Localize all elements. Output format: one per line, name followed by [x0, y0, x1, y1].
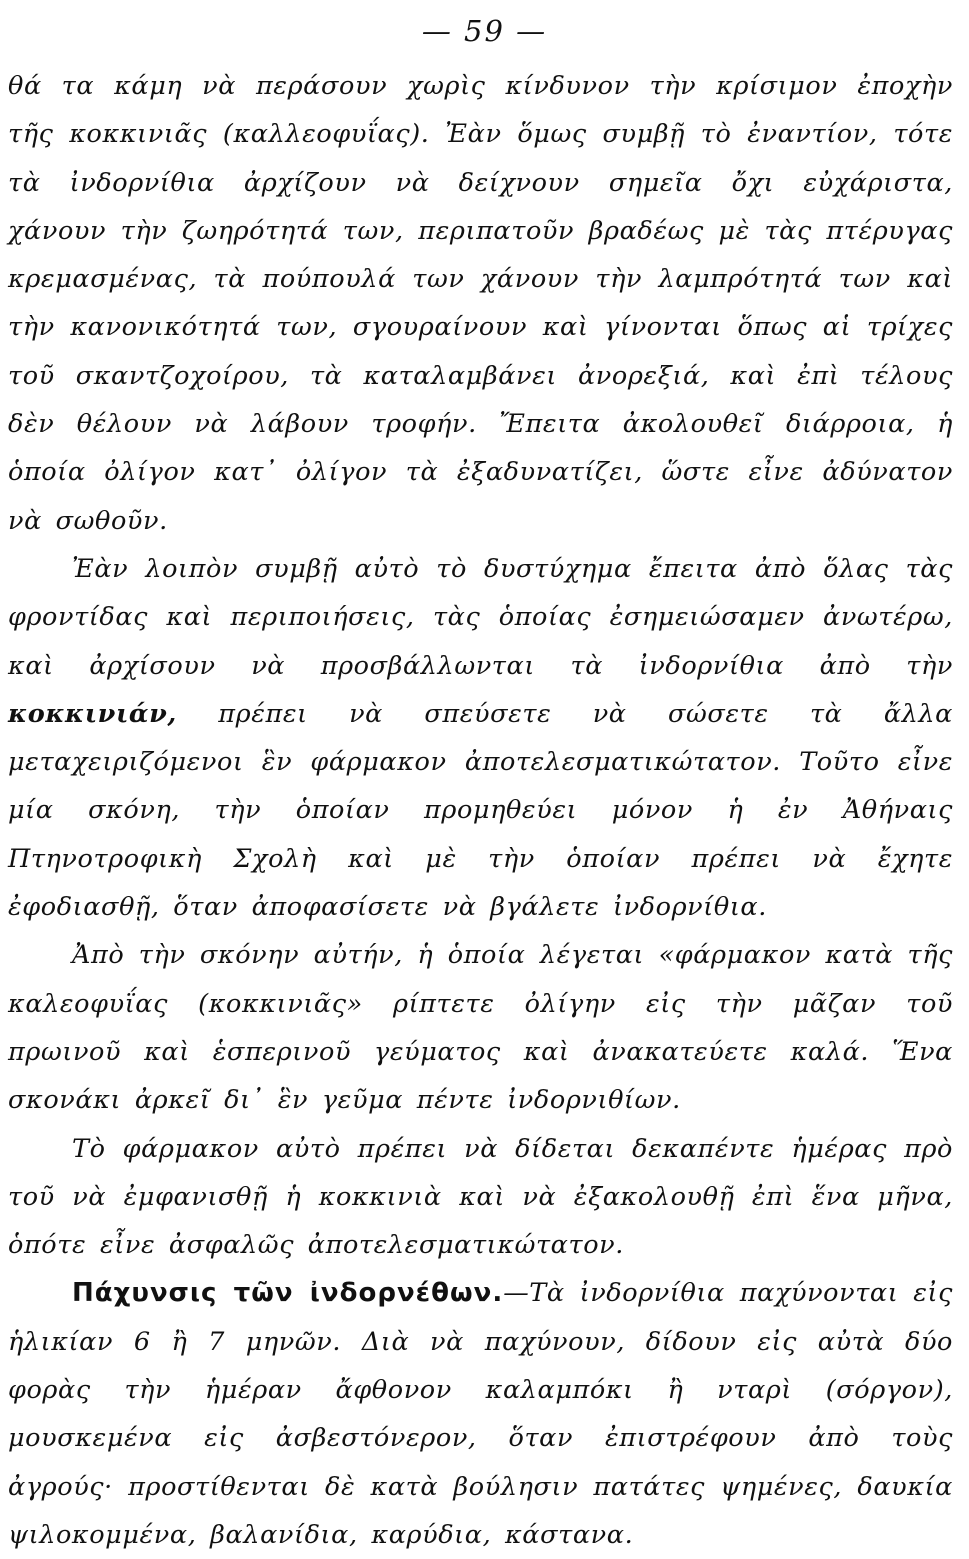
paragraph-2 — [8, 545, 953, 931]
body-text — [8, 62, 953, 1559]
paragraph-5 — [8, 1269, 953, 1559]
page-number: — 59 — — [421, 14, 548, 48]
paragraph-1: θά τα κάμη νὰ περάσουν χωρὶς κίνδυνον τὴν κρίσιμον ἐποχὴν τῆς κοκκινιᾶς (καλλεοφυΐας). Ἐὰν ὅμως συμβῇ τὸ ἐναντίον, τότε τὰ ἰνδορνίθια ἀρχίζουν νὰ δείχνουν σημεῖα ὄχι εὐχάριστα, χάνουν τὴν ζωηρότητά των, περιπατοῦν βραδέως μὲ τὰς πτέρυγας κρεμασμένας, τὰ πούπουλά των χάνουν τὴν λαμπρότητά των καὶ τὴν κανονικότητά των, σγουραίνουν καὶ γίνονται ὅπως αἱ τρίχες τοῦ σκαντζοχοίρου, τὰ καταλαμβάνει ἀνορεξιά, καὶ ἐπὶ τέλους δὲν θέλουν νὰ λάβουν τροφήν. Ἔπειτα ἀκολουθεῖ διάρροια, ἡ ὁποία ὀλίγον κατ᾽ ὀλίγον τὰ ἐξαδυνατίζει, ὥστε εἶνε ἀδύνατον νὰ σωθοῦν. — [8, 71, 953, 536]
paragraph-2-text-after: πρέπει νὰ σπεύσετε νὰ σώσετε τὰ ἄλλα μεταχειριζόμενοι ἓν φάρμακον ἀποτελεσματικώτατον. Τοῦτο εἶνε μία σκόνη, τὴν ὁποίαν προμηθεύει μόνον ἡ ἐν Ἀθήναις Πτηνοτροφικὴ Σχολὴ καὶ μὲ τὴν ὁποίαν πρέπει νὰ ἔχητε ἐφοδιασθῇ, ὅταν ἀποφασίσετε νὰ βγάλετε ἰνδορνίθια. — [8, 698, 953, 923]
paragraph-2-text-before: Ἐὰν λοιπὸν συμβῇ αὐτὸ τὸ δυστύχημα ἔπειτα ἀπὸ ὅλας τὰς φροντίδας καὶ περιποιήσεις, τὰς ὁποίας ἐσημειώσαμεν ἀνωτέρω, καὶ ἀρχίσουν νὰ προσβάλλωνται τὰ ἰνδορνίθια ἀπὸ τὴν — [8, 553, 953, 681]
paragraph-3: Ἀπὸ τὴν σκόνην αὐτήν, ἡ ὁποία λέγεται «φάρμακον κατὰ τῆς καλεοφυΐας (κοκκινιᾶς» ρίπτετε ὀλίγην εἰς τὴν μᾶζαν τοῦ πρωινοῦ καὶ ἑσπερινοῦ γεύματος καὶ ἀνακατεύετε καλά. Ἕνα σκονάκι ἀρκεῖ δι᾽ ἓν γεῦμα πέντε ἰνδορνιθίων. — [8, 940, 953, 1116]
section-heading: Πάχυνσις τῶν ἰνδορνέθων. — [72, 1278, 504, 1309]
paragraph-5-text: —Τὰ ἰνδορνίθια παχύνονται εἰς ἡλικίαν 6 ἢ 7 μηνῶν. Διὰ νὰ παχύνουν, δίδουν εἰς αὐτὰ δύο φορὰς τὴν ἡμέραν ἄφθονον καλαμπόκι ἢ νταρὶ (σόργον), μουσκεμένα εἰς ἀσβεστόνερον, ὅταν ἐπιστρέφουν ἀπὸ τοὺς ἀγρούς· προστίθενται δὲ κατὰ βούλησιν πατάτες ψημένες, δαυκία ψιλοκομμένα, βαλανίδια, καρύδια, κάστανα. — [8, 1278, 953, 1550]
paragraph-4: Τὸ φάρμακον αὐτὸ πρέπει νὰ δίδεται δεκαπέντε ἡμέρας πρὸ τοῦ νὰ ἐμφανισθῇ ἡ κοκκινιὰ καὶ νὰ ἐξακολουθῇ ἐπὶ ἕνα μῆνα, ὁπότε εἶνε ἀσφαλῶς ἀποτελεσματικώτατον. — [8, 1133, 953, 1261]
bold-term-kokkinia: κοκκινιάν, — [8, 698, 177, 729]
